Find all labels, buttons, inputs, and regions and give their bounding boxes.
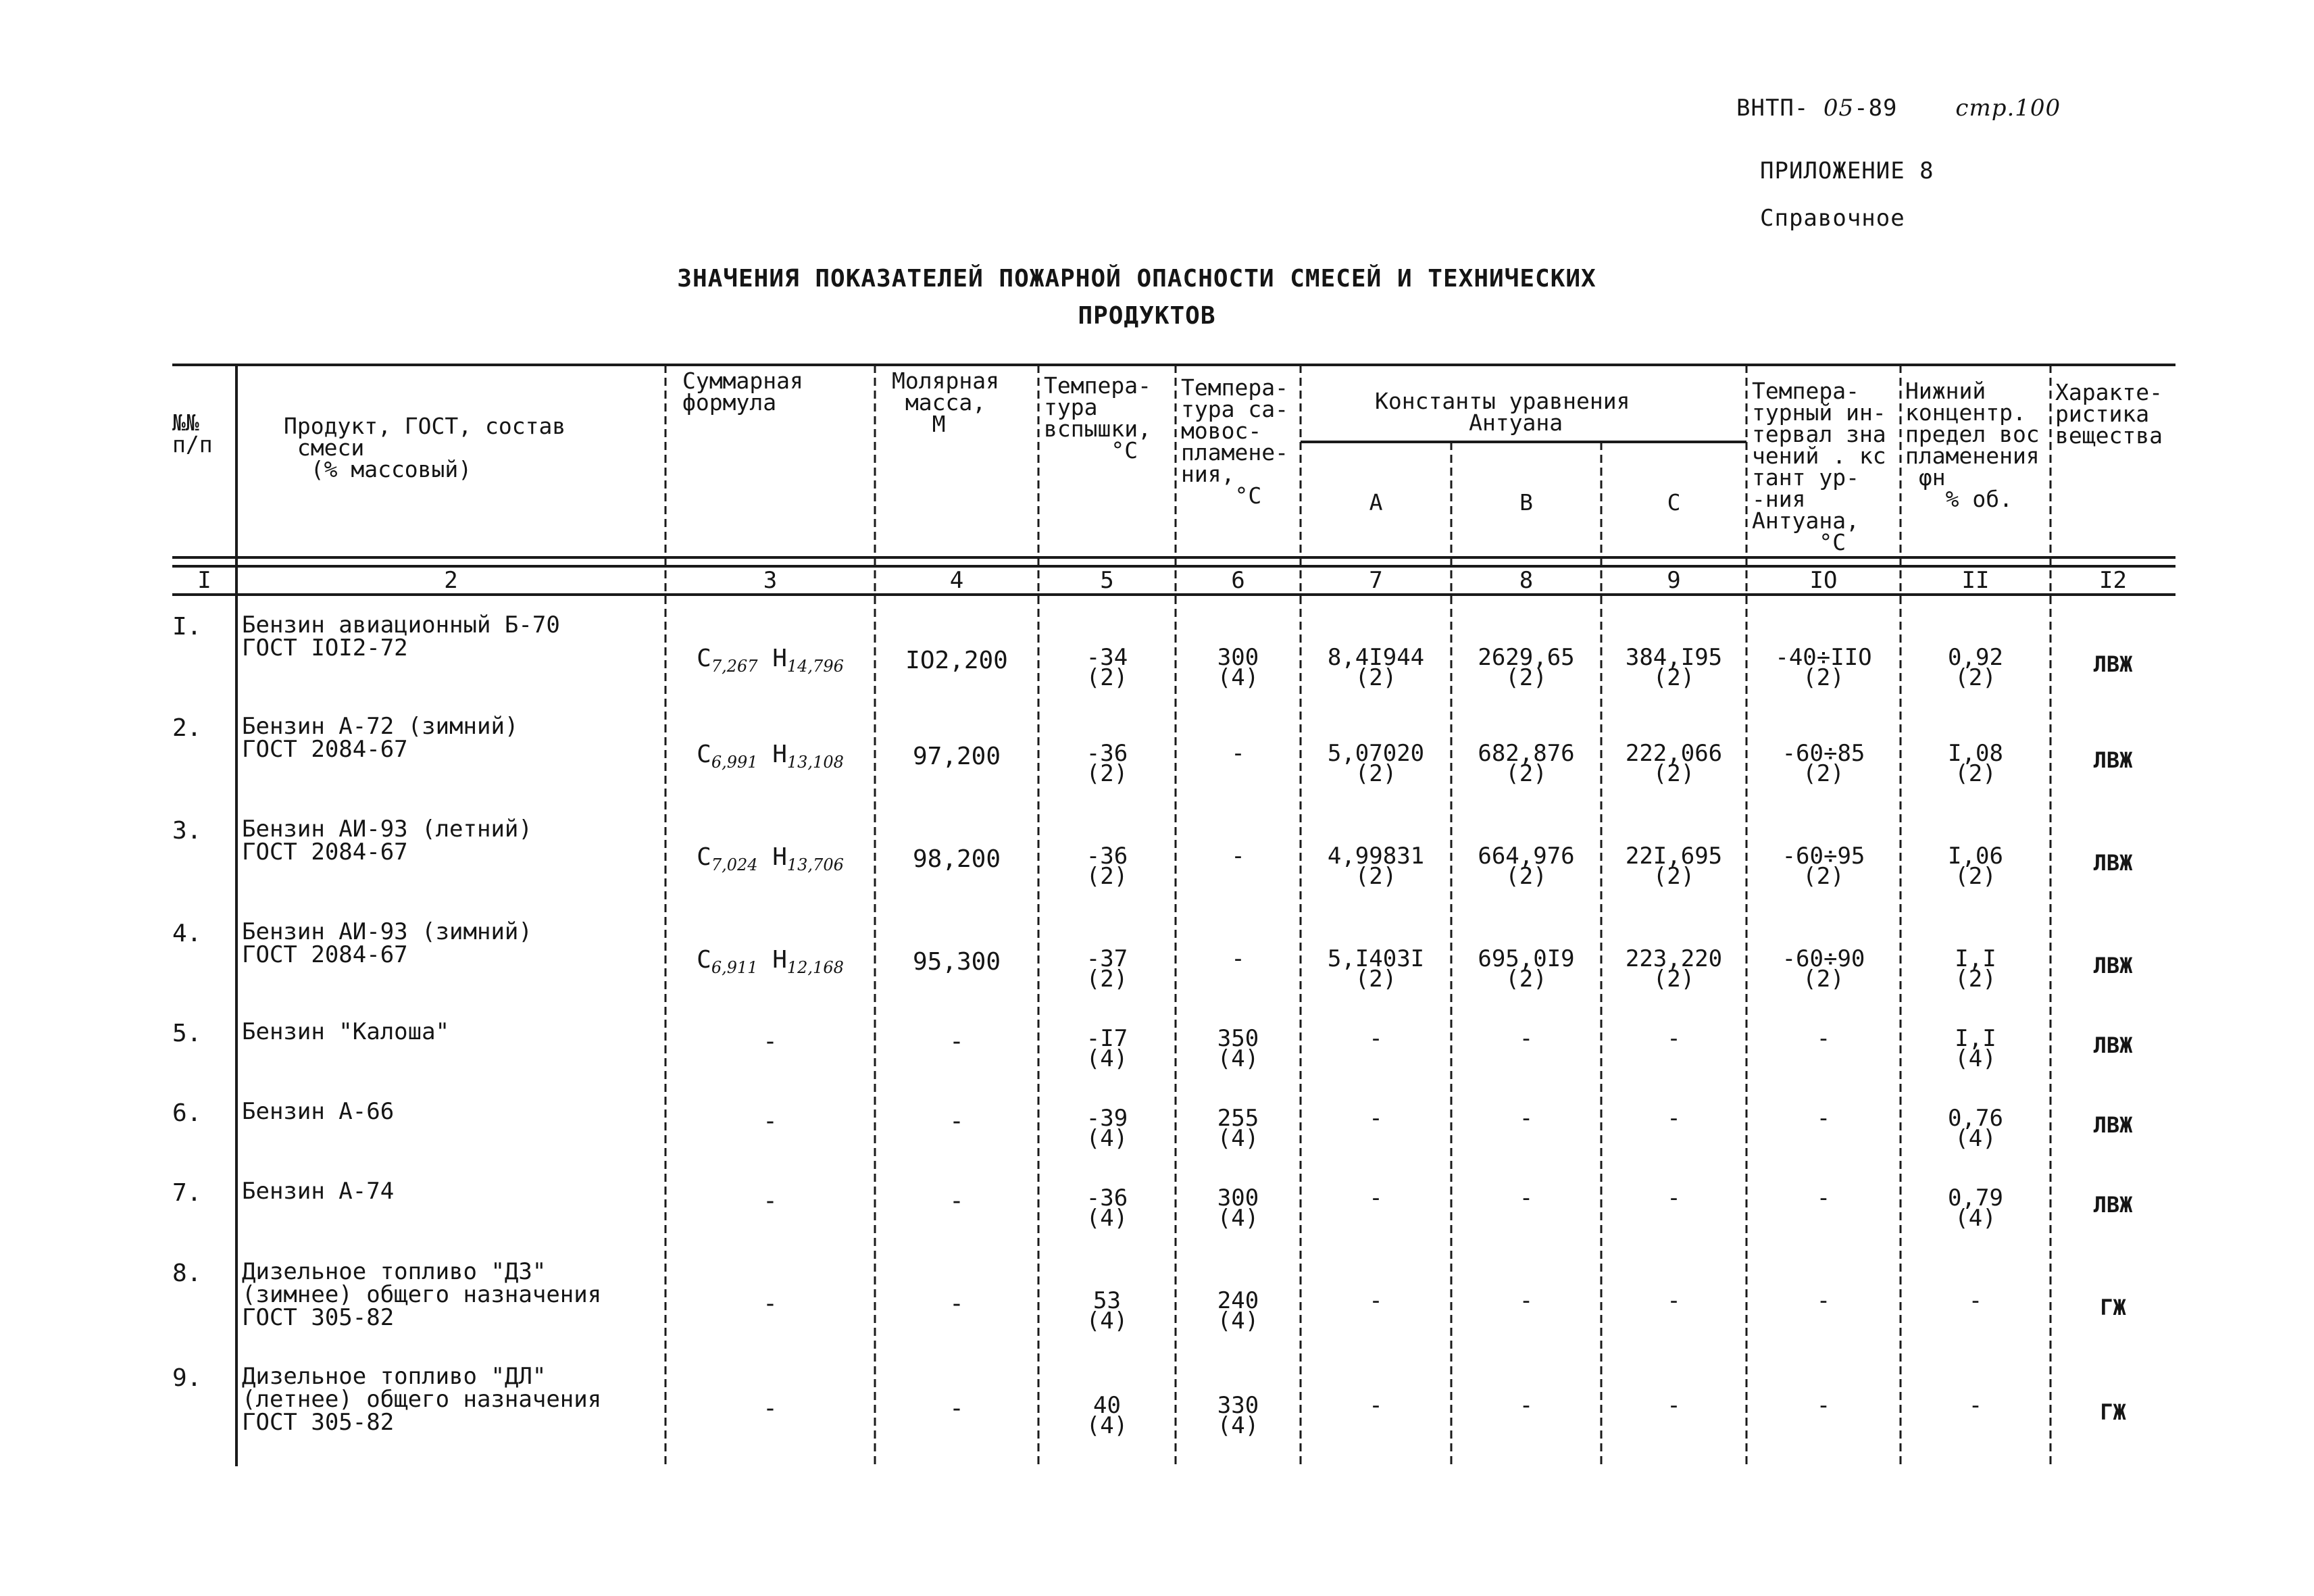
col-header-a: А [1369,489,1383,516]
lower-explosive-limit-value: I,08 [1948,740,2003,767]
product-name [242,612,560,662]
molar-mass: - [949,1028,964,1055]
flash-point-source-ref: (2) [1086,966,1128,993]
product-line: Бензин АИ-93 (летний) [242,816,532,843]
product-line: (летнее) общего назначения [242,1386,602,1413]
flash-point-source-ref: (4) [1086,1307,1128,1335]
product-line: ГОСТ 305-82 [242,1304,395,1331]
formula-hydrogen-count: 14,796 [786,657,844,676]
autoignition-temp-source-ref: (4) [1217,1205,1259,1232]
temp-range [1746,644,1901,691]
flash-point [1038,843,1176,890]
col-index-5: 5 [1100,567,1114,594]
col-header-product: Продукт, ГОСТ, состав смеси (% массовый) [284,413,566,482]
antoine-b-value: - [1519,1392,1534,1419]
formula-hydrogen-count: 13,706 [786,855,844,875]
temp-range-value: -60÷95 [1782,843,1865,870]
antoine-a-source-ref: (2) [1355,863,1397,890]
col-header-formula: Суммарная формула [682,368,803,416]
product-name [242,920,532,966]
lower-explosive-limit-value: - [1968,1287,1983,1314]
antoine-c [1601,1025,1746,1052]
row-number: 5. [172,1020,202,1047]
antoine-b-value: - [1519,1025,1534,1052]
temp-range [1746,1184,1901,1212]
antoine-a [1301,1392,1451,1419]
flash-point-value: -34 [1086,644,1128,671]
lower-explosive-limit [1901,1025,2051,1072]
autoignition-temp-value: - [1231,740,1245,767]
antoine-c-value: - [1667,1105,1681,1132]
antoine-c [1601,945,1746,993]
substance-characteristic: ЛВЖ [2093,850,2133,876]
formula-hydrogen-count: 12,168 [786,958,844,978]
flash-point [1038,740,1176,787]
autoignition-temp-value: 240 [1217,1287,1259,1314]
antoine-a [1301,945,1451,993]
antoine-b-value: 2629,65 [1478,644,1575,671]
antoine-c [1601,1184,1746,1212]
temp-range-value: -40÷IIO [1775,644,1872,671]
antoine-a-value: - [1369,1105,1383,1132]
antoine-a-value: 4,99831 [1327,843,1425,870]
autoignition-temp-value: - [1231,945,1245,972]
lower-explosive-limit-source-ref: (4) [1955,1205,1996,1232]
substance-characteristic: ГЖ [2100,1295,2126,1320]
formula-carbon-count: 6,991 [711,753,758,772]
lower-explosive-limit [1901,740,2051,787]
product-line: ГОСТ 2084-67 [242,736,408,763]
antoine-b-source-ref: (2) [1505,664,1547,691]
product-line: ГОСТ 2084-67 [242,941,408,968]
lower-explosive-limit [1901,843,2051,890]
product-name [242,1180,394,1203]
autoignition-temp-source-ref: (4) [1217,1412,1259,1439]
formula-carbon: C [697,946,711,974]
substance-characteristic: ЛВЖ [2093,1032,2133,1058]
autoignition-temp [1176,1105,1301,1152]
antoine-b-value: 664,976 [1478,843,1575,870]
antoine-b-source-ref: (2) [1505,966,1547,993]
product-line: Дизельное топливо "ДЗ" [242,1258,547,1285]
lower-explosive-limit-source-ref: (2) [1955,966,1996,993]
lower-explosive-limit-source-ref: (2) [1955,760,1996,787]
flash-point-value: -36 [1086,740,1128,767]
temp-range-value: -60÷90 [1782,945,1865,972]
antoine-a [1301,1287,1451,1314]
antoine-c-value: - [1667,1392,1681,1419]
antoine-a-value: - [1369,1392,1383,1419]
formula-carbon-count: 7,267 [711,657,758,676]
antoine-c-value: 222,066 [1625,740,1723,767]
col-header-c: С [1667,489,1681,516]
product-name [242,818,532,864]
summary-formula [665,843,875,876]
antoine-b-value: 682,876 [1478,740,1575,767]
col-header-range: Темпера- турный ин- тервал зна чений . кс тант ур- -ния Антуана, °С [1752,378,1886,555]
flash-point-value: 40 [1093,1392,1121,1419]
flash-point-value: -36 [1086,1184,1128,1212]
appendix-number: ПРИЛОЖЕНИЕ 8 [1760,157,1934,184]
antoine-a [1301,1105,1451,1132]
doc-code: ВНТП- [1736,95,1823,122]
temp-range-value: - [1816,1392,1831,1419]
flash-point-source-ref: (2) [1086,664,1128,691]
formula-hydrogen: H [757,741,787,768]
row-number: 2. [172,714,202,742]
summary-formula: - [763,1187,778,1215]
flash-point [1038,1025,1176,1072]
product-name [242,1020,449,1043]
autoignition-temp [1176,843,1301,870]
antoine-a-source-ref: (2) [1355,760,1397,787]
lower-explosive-limit [1901,644,2051,691]
antoine-c-source-ref: (2) [1653,664,1695,691]
antoine-c-value: 384,I95 [1625,644,1723,671]
autoignition-temp-value: 255 [1217,1105,1259,1132]
formula-carbon: C [697,843,711,871]
antoine-c [1601,1287,1746,1314]
lower-explosive-limit [1901,1184,2051,1232]
molar-mass: 95,300 [912,948,1001,976]
molar-mass: IO2,200 [905,647,1008,674]
antoine-a [1301,1025,1451,1052]
product-line: Бензин А-74 [242,1178,395,1205]
product-line: ГОСТ 2084-67 [242,839,408,866]
temp-range [1746,740,1901,787]
row-number: 3. [172,817,202,845]
formula-hydrogen: H [757,645,787,672]
antoine-a-source-ref: (2) [1355,966,1397,993]
row-number: 7. [172,1179,202,1207]
antoine-c-source-ref: (2) [1653,760,1695,787]
substance-characteristic: ЛВЖ [2093,747,2133,773]
col-index-7: 7 [1369,567,1383,594]
temp-range-value: - [1816,1105,1831,1132]
product-line: Бензин "Калоша" [242,1018,450,1045]
flash-point-source-ref: (4) [1086,1412,1128,1439]
antoine-a [1301,740,1451,787]
antoine-b [1451,1184,1601,1212]
flash-point [1038,1287,1176,1335]
antoine-b [1451,1105,1601,1132]
summary-formula: - [763,1395,778,1422]
product-line: Бензин А-66 [242,1098,395,1125]
summary-formula: - [763,1028,778,1055]
autoignition-temp [1176,1184,1301,1232]
antoine-c [1601,843,1746,890]
summary-formula [665,946,875,979]
antoine-b [1451,1392,1601,1419]
molar-mass: 97,200 [912,743,1001,770]
flash-point-source-ref: (2) [1086,760,1128,787]
lower-explosive-limit-source-ref: (2) [1955,863,1996,890]
summary-formula [665,743,875,774]
lower-explosive-limit-value: I,I [1955,945,1996,972]
antoine-a-value: - [1369,1025,1383,1052]
autoignition-temp-source-ref: (4) [1217,664,1259,691]
col-header-number: №№ п/п [172,409,213,457]
antoine-b-source-ref: (2) [1505,760,1547,787]
row-number: 4. [172,920,202,947]
antoine-b [1451,1025,1601,1052]
antoine-c [1601,1392,1746,1419]
antoine-a-value: - [1369,1287,1383,1314]
temp-range-value: - [1816,1025,1831,1052]
appendix-type: Справочное [1760,205,1905,232]
autoignition-temp-value: 350 [1217,1025,1259,1052]
flash-point [1038,1392,1176,1439]
flash-point-value: -37 [1086,945,1128,972]
flash-point-value: -36 [1086,843,1128,870]
antoine-b-value: - [1519,1184,1534,1212]
summary-formula: - [763,1107,778,1135]
flash-point-value: 53 [1093,1287,1121,1314]
flash-point-source-ref: (4) [1086,1205,1128,1232]
page-title-line2: ПРОДУКТОВ [1078,302,1216,330]
flash-point-source-ref: (4) [1086,1045,1128,1072]
page-number: 100 [2015,95,2061,122]
lower-explosive-limit-value: 0,92 [1948,644,2003,671]
col-index-6: 6 [1231,567,1245,594]
flash-point [1038,1184,1176,1232]
antoine-a [1301,644,1451,691]
product-line: (зимнее) общего назначения [242,1281,602,1308]
formula-carbon-count: 7,024 [711,855,758,875]
flash-point [1038,644,1176,691]
temp-range [1746,945,1901,993]
col-header-flash: Темпера- тура вспышки, °С [1044,372,1151,464]
lower-explosive-limit-source-ref: (4) [1955,1125,1996,1152]
temp-range-source-ref: (2) [1803,863,1844,890]
product-line: Дизельное топливо "ДЛ" [242,1363,547,1390]
temp-range [1746,1287,1901,1314]
col-header-antoine: Константы уравнения Антуана [1375,388,1630,436]
row-number: 8. [172,1260,202,1287]
substance-characteristic: ГЖ [2100,1399,2126,1425]
lower-explosive-limit [1901,1105,2051,1152]
flash-point [1038,1105,1176,1152]
flash-point-source-ref: (4) [1086,1125,1128,1152]
lower-explosive-limit-source-ref: (2) [1955,664,1996,691]
autoignition-temp [1176,1025,1301,1072]
formula-carbon: C [697,741,711,768]
molar-mass: - [949,1395,964,1422]
summary-formula [665,647,875,678]
autoignition-temp-value: 330 [1217,1392,1259,1419]
row-number: I. [172,613,202,641]
autoignition-temp-source-ref: (4) [1217,1125,1259,1152]
antoine-c-source-ref: (2) [1653,863,1695,890]
product-line: ГОСТ IOI2-72 [242,634,408,662]
antoine-b [1451,644,1601,691]
antoine-b [1451,945,1601,993]
product-name [242,1100,394,1123]
product-name [242,1365,601,1434]
temp-range-value: -60÷85 [1782,740,1865,767]
lower-explosive-limit-value: I,06 [1948,843,2003,870]
lower-explosive-limit-value: 0,76 [1948,1105,2003,1132]
flash-point [1038,945,1176,993]
lower-explosive-limit [1901,1287,2051,1314]
lower-explosive-limit-value: 0,79 [1948,1184,2003,1212]
substance-characteristic: ЛВЖ [2093,1192,2133,1218]
temp-range [1746,1392,1901,1419]
temp-range-source-ref: (2) [1803,760,1844,787]
col-header-lel: Нижний концентр. предел вос пламенения φн % об. [1905,378,2040,512]
autoignition-temp [1176,1392,1301,1439]
antoine-a [1301,843,1451,890]
col-header-autoignition: Темпера- тура са- мовоc- пламене- ния, °С [1181,374,1288,509]
autoignition-temp-value: 300 [1217,1184,1259,1212]
lower-explosive-limit-source-ref: (4) [1955,1045,1996,1072]
antoine-a-source-ref: (2) [1355,664,1397,691]
antoine-b-source-ref: (2) [1505,863,1547,890]
col-index-8: 8 [1519,567,1534,594]
temp-range-source-ref: (2) [1803,664,1844,691]
antoine-b [1451,740,1601,787]
temp-range [1746,1105,1901,1132]
lower-explosive-limit [1901,1392,2051,1419]
antoine-c-source-ref: (2) [1653,966,1695,993]
substance-characteristic: ЛВЖ [2093,953,2133,978]
temp-range [1746,843,1901,890]
page-label: стр. [1955,95,2015,122]
formula-carbon-count: 6,911 [711,958,758,978]
col-index-10: IO [1809,567,1838,594]
antoine-a [1301,1184,1451,1212]
antoine-a-value: 8,4I944 [1327,644,1425,671]
col-header-molar: Молярная масса, М [892,368,999,437]
autoignition-temp [1176,740,1301,767]
substance-characteristic: ЛВЖ [2093,1112,2133,1138]
col-index-9: 9 [1667,567,1681,594]
antoine-c [1601,1105,1746,1132]
doc-number: 05 [1823,95,1855,122]
autoignition-temp [1176,1287,1301,1335]
antoine-a-value: 5,07020 [1327,740,1425,767]
antoine-a-value: 5,I403I [1327,945,1425,972]
col-index-12: I2 [2099,567,2127,594]
substance-characteristic: ЛВЖ [2093,651,2133,677]
antoine-b [1451,1287,1601,1314]
autoignition-temp [1176,644,1301,691]
antoine-c-value: - [1667,1184,1681,1212]
molar-mass: - [949,1107,964,1135]
temp-range-value: - [1816,1287,1831,1314]
row-number: 9. [172,1364,202,1392]
antoine-a-value: - [1369,1184,1383,1212]
product-name [242,715,518,761]
formula-hydrogen: H [757,946,787,974]
col-index-2: 2 [444,567,458,594]
col-header-characteristic: Характе- ристика вещества [2055,379,2163,449]
molar-mass: - [949,1290,964,1318]
formula-hydrogen: H [757,843,787,871]
autoignition-temp-value: - [1231,843,1245,870]
temp-range-source-ref: (2) [1803,966,1844,993]
summary-formula: - [763,1290,778,1318]
flash-point-value: -I7 [1086,1025,1128,1052]
antoine-c [1601,644,1746,691]
col-index-4: 4 [949,567,964,594]
product-name [242,1260,601,1329]
col-header-b: В [1519,489,1533,516]
flash-point-source-ref: (2) [1086,863,1128,890]
product-line: ГОСТ 305-82 [242,1409,395,1436]
lower-explosive-limit [1901,945,2051,993]
temp-range [1746,1025,1901,1052]
lower-explosive-limit-value: I,I [1955,1025,1996,1052]
antoine-c [1601,740,1746,787]
product-line: Бензин А-72 (зимний) [242,713,519,740]
autoignition-temp-source-ref: (4) [1217,1045,1259,1072]
formula-carbon: C [697,645,711,672]
antoine-c-value: 22I,695 [1625,843,1723,870]
page-title-line1: ЗНАЧЕНИЯ ПОКАЗАТЕЛЕЙ ПОЖАРНОЙ ОПАСНОСТИ СМЕСЕЙ И ТЕХНИЧЕСКИХ [677,265,1596,293]
col-index-3: 3 [763,567,778,594]
col-index-11: II [1961,567,1990,594]
autoignition-temp [1176,945,1301,972]
product-line: Бензин АИ-93 (зимний) [242,918,532,945]
doc-year: -89 [1854,95,1898,122]
antoine-b-value: - [1519,1105,1534,1132]
temp-range-value: - [1816,1184,1831,1212]
flash-point-value: -39 [1086,1105,1128,1132]
autoignition-temp-source-ref: (4) [1217,1307,1259,1335]
antoine-b [1451,843,1601,890]
product-line: Бензин авиационный Б-70 [242,612,560,639]
antoine-c-value: - [1667,1287,1681,1314]
molar-mass: 98,200 [912,845,1001,873]
antoine-c-value: 223,220 [1625,945,1723,972]
antoine-c-value: - [1667,1025,1681,1052]
row-number: 6. [172,1099,202,1127]
lower-explosive-limit-value: - [1968,1392,1983,1419]
col-index-1: I [197,567,211,594]
antoine-b-value: - [1519,1287,1534,1314]
formula-hydrogen-count: 13,108 [786,753,844,772]
antoine-b-value: 695,0I9 [1478,945,1575,972]
autoignition-temp-value: 300 [1217,644,1259,671]
molar-mass: - [949,1187,964,1215]
